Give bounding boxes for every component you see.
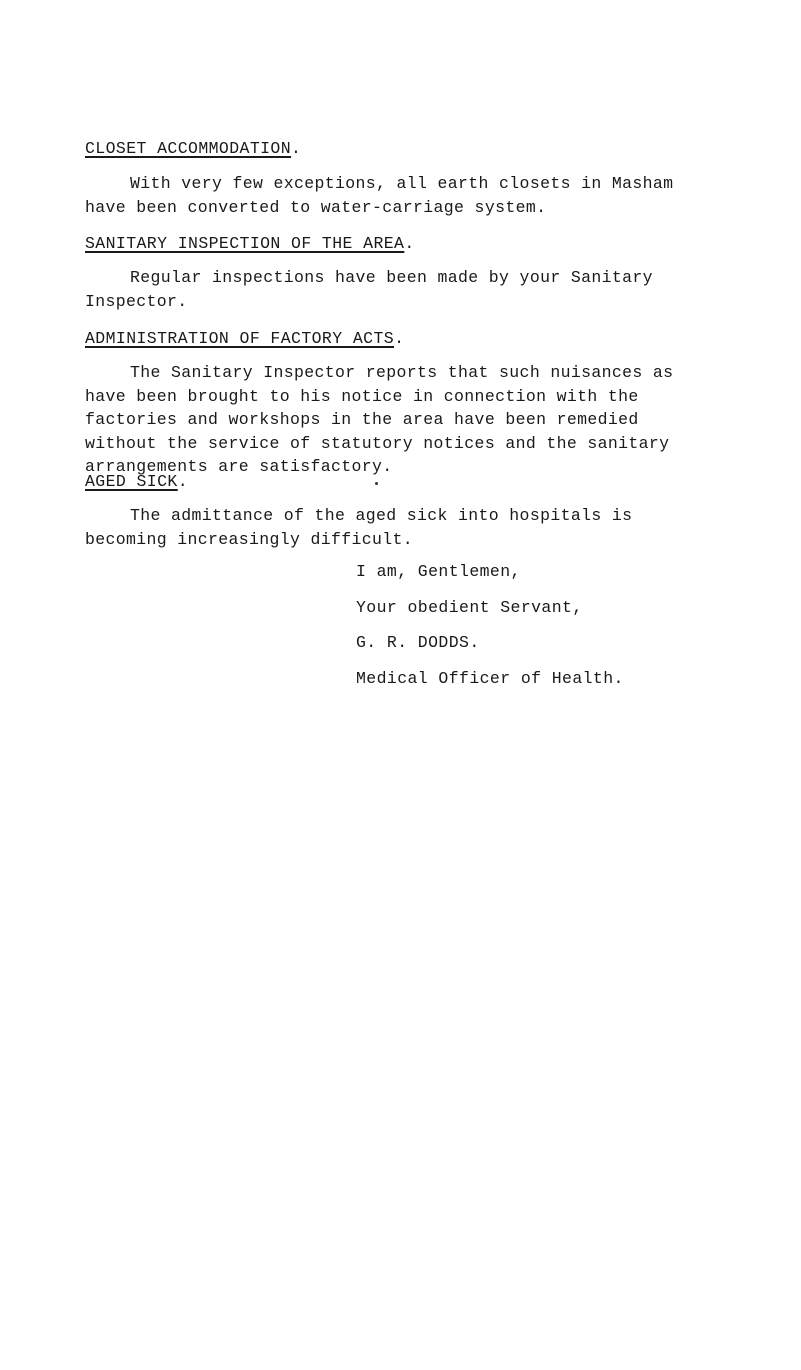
paragraph-line: The Sanitary Inspector reports that such nuisances as bbox=[130, 363, 674, 382]
paragraph-line: arrangements are satisfactory. bbox=[85, 457, 393, 476]
paragraph-line: have been brought to his notice in connection with the bbox=[85, 386, 639, 406]
paragraph-line: factories and workshops in the area have been remedied bbox=[85, 410, 639, 429]
section-heading-aged-sick: AGED SICK. bbox=[85, 472, 189, 491]
section-heading-factory-acts: ADMINISTRATION OF FACTORY ACTS. bbox=[85, 329, 405, 348]
section-body-sanitary-inspection bbox=[85, 266, 765, 313]
section-heading-sanitary-inspection: SANITARY INSPECTION OF THE AREA. bbox=[85, 234, 415, 253]
paragraph-line: The admittance of the aged sick into hospitals is bbox=[130, 506, 633, 525]
paragraph-line: without the service of statutory notices and the sanitary bbox=[85, 433, 670, 453]
section-body-factory-acts bbox=[85, 361, 765, 479]
paragraph-line: With very few exceptions, all earth closets in Masham bbox=[130, 174, 674, 193]
signatory-title: Medical Officer of Health. bbox=[356, 669, 624, 688]
paragraph-line: have been converted to water-carriage system. bbox=[85, 197, 547, 217]
closing-salutation: I am, Gentlemen, bbox=[356, 562, 521, 581]
section-heading-closet-accommodation: CLOSET ACCOMMODATION. bbox=[85, 139, 302, 158]
paragraph-line: Inspector. bbox=[85, 291, 188, 311]
scan-speck bbox=[375, 482, 378, 485]
section-body-closet-accommodation bbox=[85, 172, 765, 219]
section-body-aged-sick bbox=[85, 504, 765, 551]
closing-servant: Your obedient Servant, bbox=[356, 598, 583, 617]
paragraph-line: Regular inspections have been made by your Sanitary bbox=[130, 268, 653, 287]
signatory-name: G. R. DODDS. bbox=[356, 633, 480, 652]
paragraph-line: becoming increasingly difficult. bbox=[85, 529, 414, 549]
